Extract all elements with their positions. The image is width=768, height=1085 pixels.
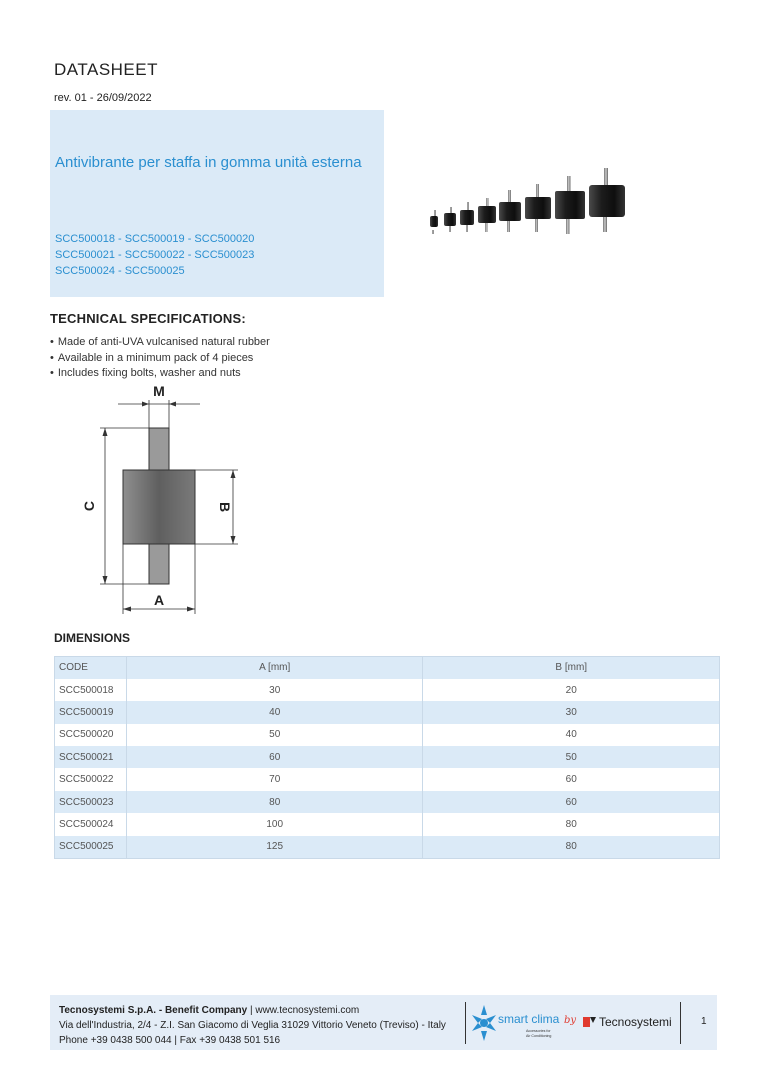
smart-clima-logo <box>471 1001 561 1045</box>
snowflake-icon <box>472 1005 496 1041</box>
table-row <box>55 836 720 858</box>
cell-a: 100 <box>126 813 423 835</box>
mount-5 <box>499 190 521 232</box>
table-row <box>55 724 720 746</box>
label-a: A <box>153 592 165 608</box>
cell-code: SCC500023 <box>55 791 127 813</box>
spec-item: • Available in a minimum pack of 4 pieces <box>50 351 270 367</box>
product-codes-line: SCC500021 - SCC500022 - SCC500023 <box>55 249 255 261</box>
top-stud <box>149 428 169 470</box>
cell-code: SCC500021 <box>55 746 127 768</box>
product-panel <box>50 110 384 297</box>
cell-a: 80 <box>126 791 423 813</box>
label-m: M <box>153 383 165 399</box>
product-codes-line: SCC500024 - SCC500025 <box>55 265 185 277</box>
mount-4 <box>478 198 496 232</box>
footer-company: Tecnosystemi S.p.A. - Benefit Company <box>59 1005 248 1016</box>
table-row <box>55 746 720 768</box>
cell-code: SCC500018 <box>55 679 127 701</box>
table-row <box>55 813 720 835</box>
column-header-code: CODE <box>55 657 127 679</box>
footer-divider <box>465 1002 466 1044</box>
dimension-drawing <box>70 380 250 620</box>
mount-3 <box>460 202 474 232</box>
cell-b: 60 <box>423 791 720 813</box>
specs-list <box>50 335 270 382</box>
bottom-stud <box>149 544 169 584</box>
footer-address: Via dell'Industria, 2/4 - Z.I. San Giacomo di Veglia 31029 Vittorio Veneto (Treviso) - Italy <box>59 1020 446 1031</box>
cell-a: 60 <box>126 746 423 768</box>
cell-b: 60 <box>423 768 720 790</box>
tecnosystemi-mark-icon <box>583 1017 590 1027</box>
spec-item: • Made of anti-UVA vulcanised natural rubber <box>50 335 270 351</box>
mount-6 <box>525 184 551 232</box>
column-header-b: B [mm] <box>423 657 720 679</box>
cell-code: SCC500025 <box>55 836 127 858</box>
logo-by-text: by <box>564 1015 577 1026</box>
cell-b: 20 <box>423 679 720 701</box>
product-codes <box>55 231 254 279</box>
mount-1 <box>430 210 438 234</box>
table-row <box>55 791 720 813</box>
mount-7 <box>555 176 585 234</box>
mount-2 <box>444 207 456 232</box>
cell-b: 30 <box>423 701 720 723</box>
revision-date: rev. 01 - 26/09/2022 <box>54 92 152 104</box>
footer-separator: | <box>247 1005 256 1016</box>
tecnosystemi-text: Tecnosystemi <box>599 1015 672 1029</box>
tecnosystemi-logo <box>581 1009 673 1035</box>
page-number: 1 <box>701 1016 707 1027</box>
footer-contacts: Phone +39 0438 500 044 | Fax +39 0438 501 516 <box>59 1035 281 1046</box>
product-name: Antivibrante per staffa in gomma unità esterna <box>55 154 362 171</box>
cell-code: SCC500020 <box>55 724 127 746</box>
table-row <box>55 768 720 790</box>
cell-b: 50 <box>423 746 720 768</box>
product-photo <box>420 160 640 240</box>
cell-a: 125 <box>126 836 423 858</box>
cell-a: 40 <box>126 701 423 723</box>
smart-clima-text: smart clima <box>498 1012 560 1026</box>
dimensions-heading: DIMENSIONS <box>54 631 131 645</box>
table-row <box>55 679 720 701</box>
smart-clima-tagline: Air Conditioning <box>526 1034 552 1038</box>
product-codes-line: SCC500018 - SCC500019 - SCC500020 <box>55 233 255 245</box>
cell-a: 50 <box>126 724 423 746</box>
cell-code: SCC500024 <box>55 813 127 835</box>
table-header-row <box>55 657 720 679</box>
footer-divider <box>680 1002 681 1044</box>
footer-contact-block <box>59 1003 446 1048</box>
cell-code: SCC500019 <box>55 701 127 723</box>
specs-heading: TECHNICAL SPECIFICATIONS: <box>50 311 246 326</box>
spec-item: • Includes fixing bolts, washer and nuts <box>50 366 270 382</box>
cell-a: 70 <box>126 768 423 790</box>
table-row <box>55 701 720 723</box>
smart-clima-tagline: Accessories for <box>526 1029 551 1033</box>
page-footer <box>50 995 717 1050</box>
column-header-a: A [mm] <box>126 657 423 679</box>
dimensions-table <box>54 656 720 859</box>
cell-b: 80 <box>423 836 720 858</box>
cell-a: 30 <box>126 679 423 701</box>
footer-website-link[interactable]: www.tecnosystemi.com <box>255 1005 360 1016</box>
cell-code: SCC500022 <box>55 768 127 790</box>
label-c: C <box>81 500 97 512</box>
cell-b: 80 <box>423 813 720 835</box>
document-title: DATASHEET <box>54 60 158 79</box>
label-b: B <box>217 501 233 513</box>
cell-b: 40 <box>423 724 720 746</box>
mount-8 <box>589 168 625 232</box>
rubber-body <box>123 470 195 544</box>
